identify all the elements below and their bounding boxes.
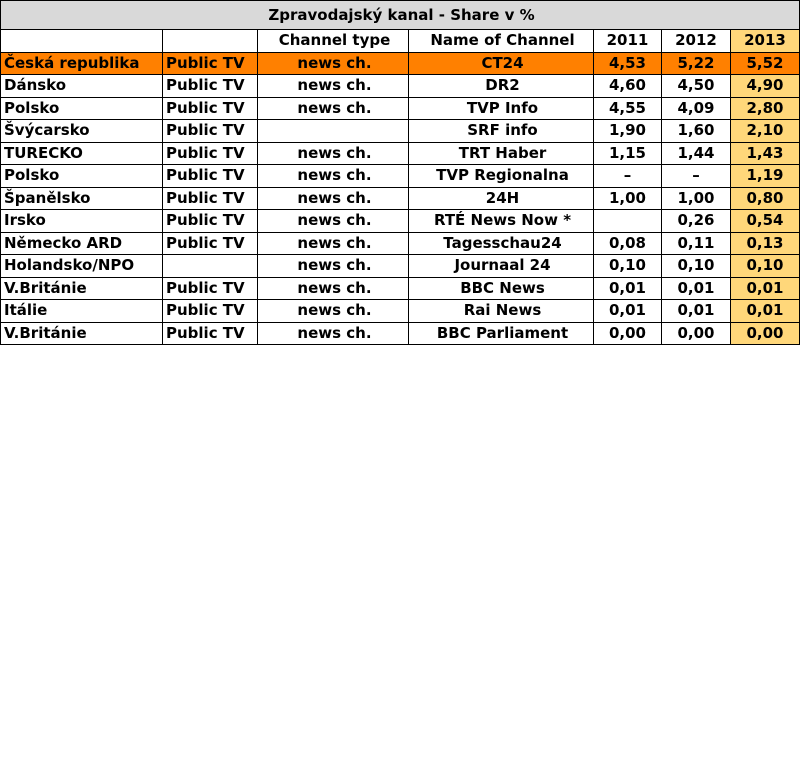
cell-country: TURECKO (1, 142, 163, 165)
cell-share-2013: 0,10 (731, 255, 800, 278)
cell-share-2011: 0,01 (594, 277, 662, 300)
cell-share-2011: 0,00 (594, 322, 662, 345)
share-table (0, 0, 800, 345)
cell-share-2013: 2,10 (731, 120, 800, 143)
table-row (1, 277, 800, 300)
cell-tv-type: Public TV (163, 232, 258, 255)
cell-channel-name: CT24 (409, 52, 594, 75)
cell-tv-type: Public TV (163, 52, 258, 75)
cell-country: Španělsko (1, 187, 163, 210)
cell-country: Holandsko/NPO (1, 255, 163, 278)
cell-channel-type: news ch. (258, 277, 409, 300)
cell-share-2011 (594, 210, 662, 233)
cell-share-2012: 1,00 (662, 187, 731, 210)
cell-share-2011: 4,55 (594, 97, 662, 120)
cell-share-2012: 4,50 (662, 75, 731, 98)
cell-share-2012: 0,10 (662, 255, 731, 278)
cell-channel-name: RTÉ News Now * (409, 210, 594, 233)
cell-share-2011: 4,53 (594, 52, 662, 75)
cell-channel-name: DR2 (409, 75, 594, 98)
title-row (1, 1, 800, 30)
cell-share-2011: – (594, 165, 662, 188)
header-2011: 2011 (594, 30, 662, 53)
cell-channel-type: news ch. (258, 187, 409, 210)
cell-share-2011: 4,60 (594, 75, 662, 98)
cell-country: Německo ARD (1, 232, 163, 255)
table-title: Zpravodajský kanal - Share v % (1, 1, 800, 30)
cell-share-2013: 0,80 (731, 187, 800, 210)
table-row (1, 52, 800, 75)
table-row (1, 300, 800, 323)
cell-country: V.Británie (1, 322, 163, 345)
cell-country: Polsko (1, 97, 163, 120)
share-table-body (1, 1, 800, 345)
cell-tv-type (163, 255, 258, 278)
table-row (1, 255, 800, 278)
header-channel-name: Name of Channel (409, 30, 594, 53)
cell-channel-name: TRT Haber (409, 142, 594, 165)
cell-channel-name: 24H (409, 187, 594, 210)
cell-share-2011: 1,15 (594, 142, 662, 165)
cell-share-2012: 0,01 (662, 277, 731, 300)
header-2013: 2013 (731, 30, 800, 53)
cell-share-2011: 1,00 (594, 187, 662, 210)
table-row (1, 210, 800, 233)
cell-channel-type (258, 120, 409, 143)
header-row (1, 30, 800, 53)
cell-share-2013: 1,19 (731, 165, 800, 188)
cell-share-2012: 0,01 (662, 300, 731, 323)
cell-tv-type: Public TV (163, 165, 258, 188)
cell-tv-type: Public TV (163, 120, 258, 143)
cell-channel-name: BBC Parliament (409, 322, 594, 345)
cell-share-2013: 0,54 (731, 210, 800, 233)
cell-share-2011: 0,01 (594, 300, 662, 323)
cell-share-2012: 1,60 (662, 120, 731, 143)
table-row (1, 97, 800, 120)
table-row (1, 120, 800, 143)
header-country (1, 30, 163, 53)
cell-share-2012: 0,11 (662, 232, 731, 255)
table-row (1, 142, 800, 165)
cell-tv-type: Public TV (163, 300, 258, 323)
cell-share-2012: 0,26 (662, 210, 731, 233)
cell-country: Švýcarsko (1, 120, 163, 143)
cell-share-2013: 0,01 (731, 300, 800, 323)
table-row (1, 165, 800, 188)
cell-country: Polsko (1, 165, 163, 188)
cell-channel-type: news ch. (258, 255, 409, 278)
header-tv-type (163, 30, 258, 53)
table-row (1, 322, 800, 345)
header-channel-type: Channel type (258, 30, 409, 53)
table-row (1, 232, 800, 255)
table-row (1, 75, 800, 98)
cell-tv-type: Public TV (163, 75, 258, 98)
cell-share-2011: 0,10 (594, 255, 662, 278)
cell-channel-type: news ch. (258, 300, 409, 323)
cell-tv-type: Public TV (163, 187, 258, 210)
cell-country: Irsko (1, 210, 163, 233)
cell-tv-type: Public TV (163, 142, 258, 165)
cell-channel-name: Journaal 24 (409, 255, 594, 278)
cell-share-2011: 0,08 (594, 232, 662, 255)
cell-channel-type: news ch. (258, 75, 409, 98)
cell-tv-type: Public TV (163, 277, 258, 300)
cell-tv-type: Public TV (163, 210, 258, 233)
cell-share-2012: – (662, 165, 731, 188)
cell-channel-type: news ch. (258, 97, 409, 120)
cell-country: Česká republika (1, 52, 163, 75)
cell-share-2011: 1,90 (594, 120, 662, 143)
cell-share-2013: 0,00 (731, 322, 800, 345)
cell-channel-name: TVP Regionalna (409, 165, 594, 188)
cell-tv-type: Public TV (163, 97, 258, 120)
table-row (1, 187, 800, 210)
cell-channel-name: SRF info (409, 120, 594, 143)
cell-channel-type: news ch. (258, 165, 409, 188)
cell-share-2013: 0,01 (731, 277, 800, 300)
header-2012: 2012 (662, 30, 731, 53)
cell-share-2013: 0,13 (731, 232, 800, 255)
cell-share-2013: 4,90 (731, 75, 800, 98)
cell-share-2013: 1,43 (731, 142, 800, 165)
cell-tv-type: Public TV (163, 322, 258, 345)
cell-channel-type: news ch. (258, 232, 409, 255)
cell-channel-type: news ch. (258, 52, 409, 75)
cell-country: Dánsko (1, 75, 163, 98)
cell-channel-type: news ch. (258, 142, 409, 165)
cell-channel-type: news ch. (258, 210, 409, 233)
cell-country: V.Británie (1, 277, 163, 300)
cell-country: Itálie (1, 300, 163, 323)
cell-channel-name: TVP Info (409, 97, 594, 120)
cell-share-2013: 2,80 (731, 97, 800, 120)
cell-share-2013: 5,52 (731, 52, 800, 75)
cell-channel-name: BBC News (409, 277, 594, 300)
cell-channel-name: Rai News (409, 300, 594, 323)
cell-share-2012: 5,22 (662, 52, 731, 75)
cell-channel-type: news ch. (258, 322, 409, 345)
cell-channel-name: Tagesschau24 (409, 232, 594, 255)
cell-share-2012: 0,00 (662, 322, 731, 345)
share-table-container (0, 0, 800, 345)
cell-share-2012: 1,44 (662, 142, 731, 165)
cell-share-2012: 4,09 (662, 97, 731, 120)
